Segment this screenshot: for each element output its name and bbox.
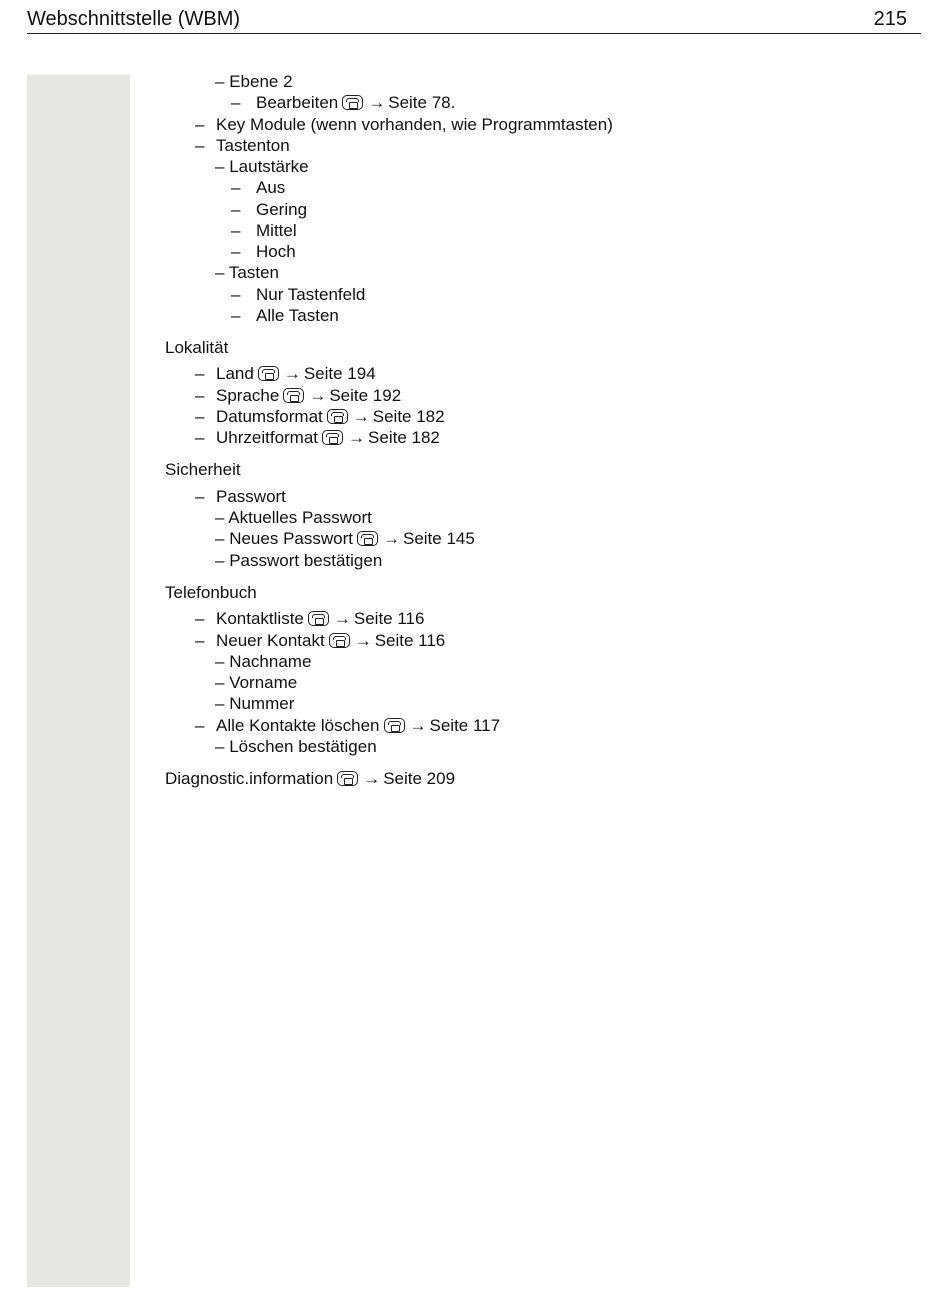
list-item: – Neues Passwort → Seite 145: [215, 529, 475, 548]
section-heading: Lokalität: [165, 338, 229, 357]
phone-icon: [258, 366, 279, 381]
phone-icon: [327, 409, 348, 424]
page-title: Webschnittstelle (WBM): [27, 8, 241, 30]
list-item: – Nummer: [215, 694, 295, 713]
phone-icon: [342, 95, 363, 110]
arrow-right-icon: →: [309, 386, 327, 405]
list-item: – Ebene 2: [215, 72, 293, 91]
arrow-right-icon: →: [368, 93, 386, 112]
arrow-right-icon: →: [333, 609, 351, 628]
phone-icon: [308, 611, 329, 626]
arrow-right-icon: →: [354, 631, 372, 650]
arrow-right-icon: →: [352, 407, 370, 426]
section-heading: Diagnostic.information → Seite 209: [165, 769, 456, 788]
page-reference[interactable]: Seite 116: [374, 631, 446, 650]
list-item: – Gering: [231, 200, 308, 219]
list-item: – Passwort: [195, 487, 286, 506]
list-item: – Lautstärke: [215, 157, 309, 176]
list-item: – Nur Tastenfeld: [231, 285, 366, 304]
list-item: – Datumsformat → Seite 182: [195, 407, 445, 426]
list-item: – Vorname: [215, 673, 298, 692]
list-item: – Tasten: [215, 263, 279, 282]
list-item: – Sprache → Seite 192: [195, 386, 402, 405]
phone-icon: [322, 430, 343, 445]
list-item: – Neuer Kontakt → Seite 116: [195, 631, 446, 650]
list-item: – Passwort bestätigen: [215, 551, 383, 570]
page-reference[interactable]: Seite 145: [402, 529, 475, 548]
list-item: – Mittel: [231, 221, 297, 240]
list-item: – Nachname: [215, 652, 312, 671]
list-item: – Alle Kontakte löschen → Seite 117: [195, 716, 501, 735]
phone-icon: [329, 633, 350, 648]
arrow-right-icon: →: [409, 716, 427, 735]
list-item: – Bearbeiten → Seite 78.: [231, 93, 456, 112]
section-heading: Sicherheit: [165, 460, 241, 479]
page-reference[interactable]: Seite 78.: [388, 93, 456, 112]
phone-icon: [357, 531, 378, 546]
list-item: – Löschen bestätigen: [215, 737, 377, 756]
arrow-right-icon: →: [382, 529, 400, 548]
list-item: – Kontaktliste → Seite 116: [195, 609, 425, 628]
page-reference[interactable]: Seite 116: [353, 609, 425, 628]
phone-icon: [283, 388, 304, 403]
arrow-right-icon: →: [348, 428, 366, 447]
page-number: 215: [873, 8, 907, 30]
page-header: [27, 6, 921, 34]
page-reference[interactable]: Seite 182: [368, 428, 440, 447]
list-item: – Key Module (wenn vorhanden, wie Programmtasten): [195, 115, 613, 134]
list-item: – Aus: [231, 178, 286, 197]
section-heading: Telefonbuch: [165, 583, 257, 602]
list-item: – Uhrzeitformat → Seite 182: [195, 428, 440, 447]
list-item: – Hoch: [231, 242, 296, 261]
list-item: – Aktuelles Passwort: [215, 508, 372, 527]
sidebar-margin: [27, 75, 130, 1287]
arrow-right-icon: →: [283, 364, 301, 383]
list-item: – Tastenton: [195, 136, 290, 155]
page-reference[interactable]: Seite 117: [429, 716, 501, 735]
page-reference[interactable]: Seite 182: [372, 407, 445, 426]
page-reference[interactable]: Seite 194: [303, 364, 376, 383]
list-item: – Land → Seite 194: [195, 364, 376, 383]
list-item: – Alle Tasten: [231, 306, 339, 325]
arrow-right-icon: →: [363, 769, 381, 788]
phone-icon: [337, 771, 358, 786]
page-reference[interactable]: Seite 192: [329, 386, 402, 405]
page-reference[interactable]: Seite 209: [383, 769, 456, 788]
phone-icon: [384, 718, 405, 733]
